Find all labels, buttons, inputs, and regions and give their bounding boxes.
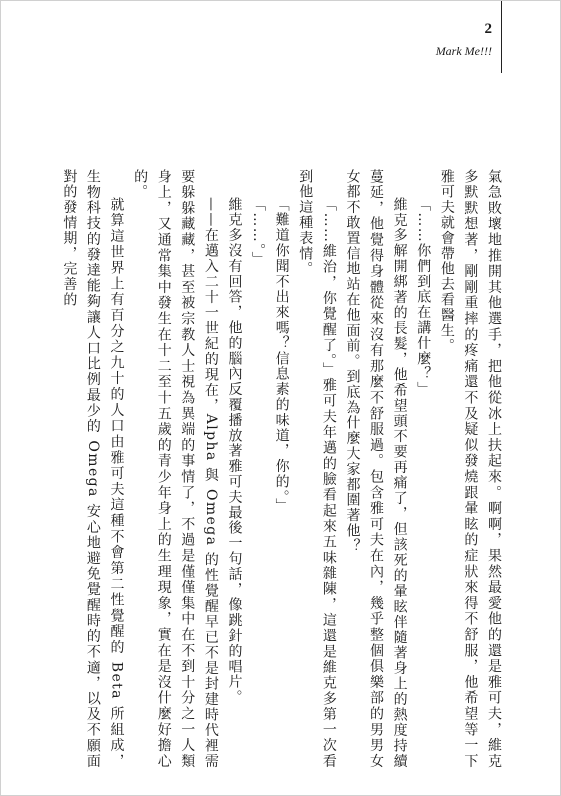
paragraph: 維克多沒有回答，他的腦內反覆播放著雅可夫最後一句話，像跳針的唱片。: [226, 197, 243, 706]
paragraph-dialogue: 「……。」: [250, 197, 267, 267]
paragraph: 維克多解開綁著的長髮，他希望頭不要再痛了，但該死的暈眩伴隨著身上的熱度持續蔓延，他覺得身體從來沒有那麼不舒服過。包含雅可夫在內，幾乎整個俱樂部的男男女女都不敢置信地站在他面前。到底為什麼大家都圍著他？: [344, 169, 408, 769]
paragraph-dialogue: 「……維治，你覺醒了。」雅可夫年邁的臉看起來五味雜陳，這還是維克多第一次看到他這種表情。: [297, 169, 337, 769]
page-number: 2: [484, 21, 492, 37]
paragraph: ——在邁入二十一世紀的現在，Alpha 與 Omega 的性覺醒早已不是封建時代裡需要躲躲藏藏，甚至被宗教人士視為異端的事情了，不過是僅僅集中在不到十分之一人類身上，又通常集中發生在十二至十五歲的青少年身上的生理現象，實在是沒什麼好擔心的。: [132, 169, 219, 769]
running-head: Mark Me!!!: [435, 44, 492, 58]
header-divider: [501, 1, 502, 73]
paragraph-dialogue: 「難道你聞不出來嗎？信息素的味道，你的。」: [273, 197, 290, 514]
paragraph-continued: 氣急敗壞地推開其他選手，把他從冰上扶起來。啊啊，果然最愛他的還是雅可夫，維克多默默想著，剛剛重摔的疼痛還不及疑似發燒跟暈眩的症狀來得不舒服，他希望等一下雅可夫就會帶他去看醫生。: [438, 169, 502, 769]
paragraph-dialogue: 「……你們到底在講什麼？」: [415, 197, 432, 398]
body-text: [40, 169, 505, 769]
paragraph: 就算這世界上有百分之九十的人口由雅可夫這種不會第二性覺醒的 Beta 所組成，生物科技的發達能夠讓人口比例最少的 Omega 安心地避免覺醒時的不適，以及不願面對的發情期，完善的: [61, 169, 125, 769]
